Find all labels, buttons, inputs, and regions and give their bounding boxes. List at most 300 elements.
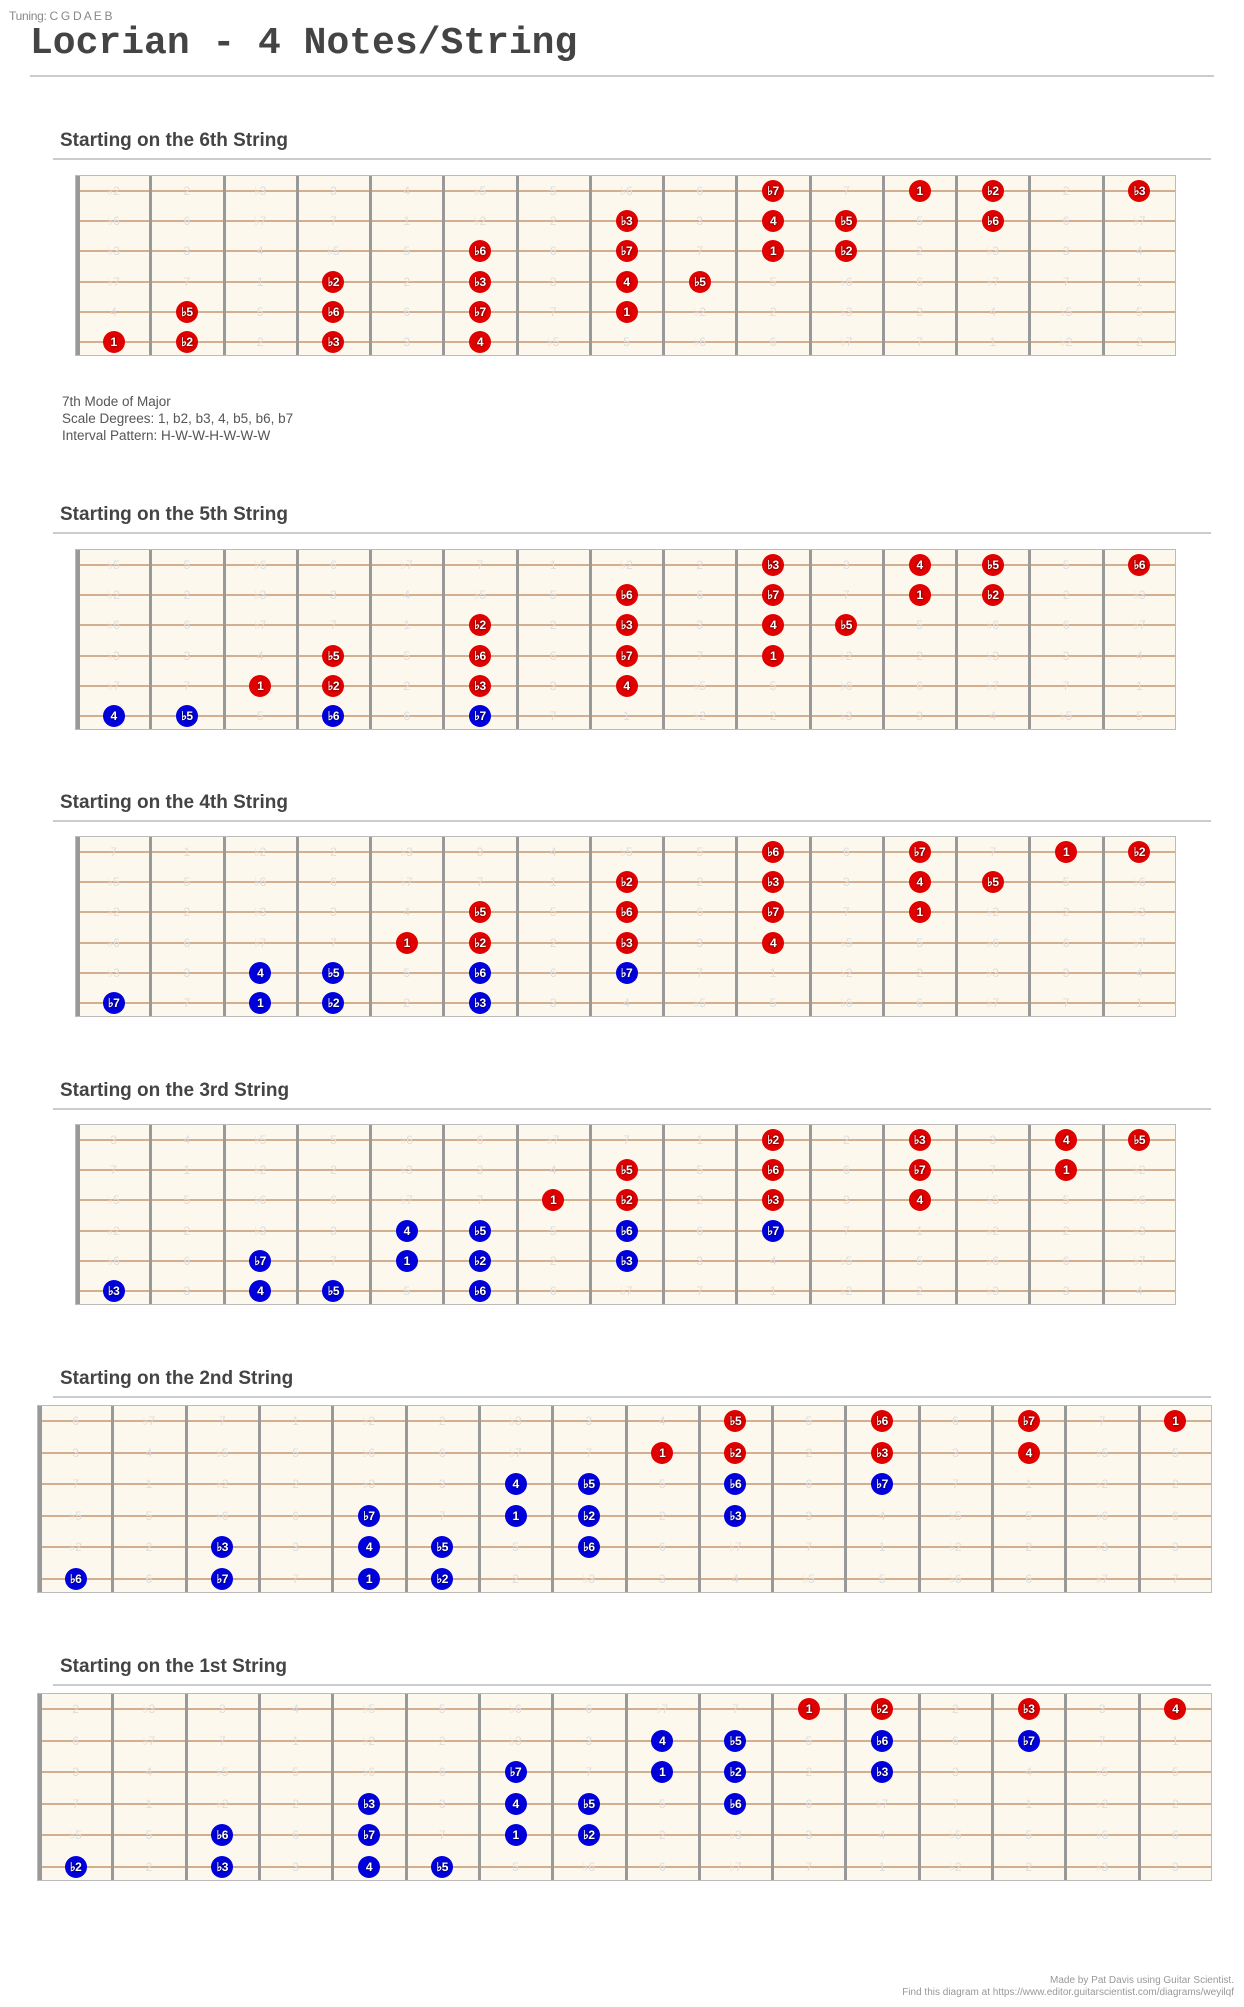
note-dot[interactable]: ♭5 [431, 1536, 453, 1558]
fret-wire [478, 1406, 481, 1592]
interval-label: ♭5 [949, 1828, 962, 1843]
interval-label: ♭2 [840, 1284, 853, 1298]
note-dot[interactable]: ♭7 [762, 584, 784, 606]
fret-wire [1102, 176, 1105, 355]
interval-label: ♭3 [1095, 1860, 1109, 1874]
interval-label: 2 [183, 1223, 191, 1238]
interval-label: 7 [585, 1445, 593, 1460]
interval-label: 5 [1172, 1445, 1179, 1460]
note-dot[interactable]: 1 [1164, 1410, 1186, 1432]
note-dot[interactable]: 1 [762, 645, 784, 667]
interval-label: 2 [145, 1860, 153, 1874]
note-dot[interactable]: ♭3 [358, 1793, 380, 1815]
fret-wire [698, 1406, 701, 1592]
interval-label: 7 [696, 965, 704, 980]
interval-label: ♭3 [509, 1414, 522, 1428]
note-dot[interactable]: 4 [358, 1536, 380, 1558]
interval-label: 7 [842, 1223, 850, 1238]
note-dot[interactable]: ♭2 [835, 240, 857, 262]
interval-label: 4 [1136, 965, 1143, 980]
note-dot[interactable]: 4 [505, 1793, 527, 1815]
interval-label: ♭6 [620, 184, 633, 198]
note-dot[interactable]: ♭3 [1018, 1698, 1040, 1720]
interval-label: 7 [330, 618, 337, 633]
interval-label: 4 [256, 244, 264, 259]
note-dot[interactable]: ♭2 [982, 584, 1004, 606]
interval-label: ♭6 [582, 1860, 596, 1874]
note-dot[interactable]: ♭5 [322, 1280, 344, 1302]
note-dot[interactable]: ♭2 [762, 1129, 784, 1151]
interval-label: ♭6 [107, 1253, 120, 1268]
interval-label: ♭5 [107, 875, 120, 890]
note-dot[interactable]: 1 [542, 1189, 564, 1211]
note-dot[interactable]: ♭7 [1018, 1410, 1040, 1432]
note-dot[interactable]: ♭6 [724, 1473, 746, 1495]
interval-label: 3 [696, 1253, 704, 1268]
interval-label: ♭3 [986, 965, 999, 980]
note-dot[interactable]: ♭2 [176, 331, 198, 353]
note-dot[interactable]: 1 [103, 331, 125, 353]
note-dot[interactable]: ♭7 [616, 240, 638, 262]
fret-wire [625, 1406, 628, 1592]
interval-label: 6 [952, 1414, 959, 1428]
interval-label: 5 [916, 935, 923, 950]
interval-label: ♭7 [253, 935, 267, 950]
note-dot[interactable]: 1 [616, 301, 638, 323]
interval-label: 3 [476, 845, 484, 859]
interval-label: ♭7 [1133, 1253, 1146, 1268]
interval-label: 2 [658, 1508, 666, 1523]
interval-label: ♭6 [1095, 1508, 1109, 1523]
interval-label: 5 [696, 845, 704, 859]
note-dot[interactable]: 4 [103, 705, 125, 727]
interval-label: 3 [696, 935, 704, 950]
interval-label: 4 [403, 905, 411, 920]
note-dot[interactable]: 1 [358, 1568, 380, 1590]
section-divider [53, 158, 1211, 160]
interval-label: ♭6 [216, 1508, 229, 1523]
note-dot[interactable]: ♭3 [871, 1442, 893, 1464]
interval-label: 3 [1062, 965, 1070, 980]
fret-wire [882, 837, 885, 1016]
interval-label: 4 [403, 588, 411, 603]
note-dot[interactable]: ♭7 [469, 705, 491, 727]
note-dot[interactable]: ♭7 [1018, 1730, 1040, 1752]
interval-label: ♭5 [693, 678, 706, 693]
interval-label: 2 [1062, 588, 1070, 603]
nut [38, 1406, 42, 1592]
note-dot[interactable]: ♭5 [724, 1410, 746, 1432]
note-dot[interactable]: 1 [798, 1698, 820, 1720]
interval-label: 6 [438, 1445, 446, 1460]
interval-label: 2 [330, 1163, 337, 1178]
interval-label: 3 [438, 1796, 446, 1811]
note-dot[interactable]: ♭3 [103, 1280, 125, 1302]
note-dot[interactable]: ♭2 [65, 1856, 87, 1878]
note-dot[interactable]: ♭5 [982, 871, 1004, 893]
interval-label: 5 [805, 1733, 813, 1748]
fret-wire [698, 1694, 701, 1880]
note-dot[interactable]: ♭5 [835, 210, 857, 232]
fret-wire [369, 550, 372, 729]
note-dot[interactable]: ♭3 [871, 1761, 893, 1783]
fret-wire [258, 1406, 261, 1592]
fret-wire [405, 1694, 408, 1880]
note-dot[interactable]: 1 [1055, 1159, 1077, 1181]
note-dot[interactable]: ♭3 [909, 1129, 931, 1151]
note-dot[interactable]: ♭5 [724, 1730, 746, 1752]
fretboard [75, 836, 1176, 1017]
note-dot[interactable]: ♭2 [578, 1824, 600, 1846]
interval-label: ♭7 [1133, 214, 1146, 229]
interval-label: ♭7 [253, 618, 267, 633]
note-dot[interactable]: ♭5 [322, 645, 344, 667]
fret-wire [442, 837, 445, 1016]
note-dot[interactable]: 4 [396, 1220, 418, 1242]
interval-label: ♭7 [1133, 618, 1146, 633]
note-dot[interactable]: ♭7 [616, 645, 638, 667]
note-dot[interactable]: ♭2 [982, 180, 1004, 202]
note-dot[interactable]: 4 [1018, 1442, 1040, 1464]
interval-label: 2 [842, 1133, 850, 1147]
fret-wire [185, 1694, 188, 1880]
interval-label: 5 [1025, 1508, 1033, 1523]
note-dot[interactable]: 1 [762, 240, 784, 262]
note-dot[interactable]: 4 [249, 1280, 271, 1302]
note-dot[interactable]: ♭7 [762, 1220, 784, 1242]
note-dot[interactable]: ♭5 [431, 1856, 453, 1878]
note-dot[interactable]: ♭6 [322, 705, 344, 727]
note-dot[interactable]: 4 [762, 932, 784, 954]
interval-label: 7 [1062, 274, 1070, 289]
note-dot[interactable]: ♭3 [616, 1250, 638, 1272]
interval-label: 5 [878, 1572, 886, 1586]
note-dot[interactable]: 1 [1055, 841, 1077, 863]
interval-label: 3 [110, 1133, 117, 1147]
fret-wire [442, 550, 445, 729]
interval-label: 3 [438, 1477, 446, 1492]
note-dot[interactable]: ♭5 [982, 554, 1004, 576]
interval-label: 6 [658, 1860, 666, 1874]
note-dot[interactable]: ♭5 [469, 901, 491, 923]
note-dot[interactable]: 4 [651, 1730, 673, 1752]
interval-label: 5 [549, 184, 557, 198]
interval-label: ♭5 [216, 1445, 229, 1460]
note-dot[interactable]: ♭3 [322, 331, 344, 353]
interval-label: 3 [696, 618, 704, 633]
note-dot[interactable]: ♭6 [871, 1410, 893, 1432]
interval-label: 5 [623, 335, 630, 349]
note-dot[interactable]: 1 [396, 932, 418, 954]
note-dot[interactable]: 1 [909, 584, 931, 606]
note-dot[interactable]: ♭5 [689, 271, 711, 293]
note-dot[interactable]: ♭6 [762, 841, 784, 863]
note-dot[interactable]: ♭6 [469, 240, 491, 262]
interval-label: ♭2 [949, 1540, 962, 1555]
note-dot[interactable]: 4 [762, 614, 784, 636]
interval-label: 6 [183, 1253, 191, 1268]
note-dot[interactable]: ♭2 [322, 992, 344, 1014]
interval-label: 1 [1025, 1796, 1033, 1811]
note-dot[interactable]: ♭6 [724, 1793, 746, 1815]
note-dot[interactable]: ♭3 [1128, 180, 1150, 202]
note-dot[interactable]: 4 [909, 1189, 931, 1211]
note-dot[interactable]: ♭2 [322, 675, 344, 697]
interval-label: 2 [403, 274, 411, 289]
note-dot[interactable]: ♭2 [322, 271, 344, 293]
note-dot[interactable]: ♭6 [469, 645, 491, 667]
interval-label: 2 [183, 588, 191, 603]
note-dot[interactable]: ♭7 [762, 901, 784, 923]
interval-label: 7 [585, 1765, 593, 1780]
interval-label: 3 [842, 558, 850, 572]
note-dot[interactable]: ♭6 [871, 1730, 893, 1752]
interval-label: 3 [330, 184, 337, 198]
note-dot[interactable]: ♭6 [616, 901, 638, 923]
interval-label: ♭6 [107, 214, 120, 229]
fret-wire [809, 1125, 812, 1304]
note-dot[interactable]: ♭2 [578, 1505, 600, 1527]
note-dot[interactable]: ♭3 [616, 614, 638, 636]
note-dot[interactable]: 1 [249, 992, 271, 1014]
interval-label: 7 [623, 1133, 630, 1147]
note-dot[interactable]: ♭6 [616, 1220, 638, 1242]
interval-label: 5 [1062, 1193, 1070, 1208]
fret-wire [296, 550, 299, 729]
interval-label: ♭5 [840, 1253, 853, 1268]
interval-label: 7 [438, 1508, 446, 1523]
note-dot[interactable]: 4 [469, 331, 491, 353]
interval-label: 7 [842, 905, 850, 920]
interval-label: 7 [805, 1540, 813, 1555]
interval-label: ♭5 [949, 1508, 962, 1523]
note-dot[interactable]: ♭5 [322, 962, 344, 984]
interval-label: 2 [1025, 1540, 1033, 1555]
interval-label: ♭7 [729, 1540, 742, 1555]
note-dot[interactable]: ♭2 [469, 1250, 491, 1272]
note-dot[interactable]: ♭6 [578, 1536, 600, 1558]
section-divider [53, 1108, 1211, 1110]
nut [76, 550, 80, 729]
interval-label: ♭5 [1095, 1445, 1109, 1460]
note-dot[interactable]: 1 [651, 1761, 673, 1783]
section-divider [53, 532, 1211, 534]
fret-wire [771, 1694, 774, 1880]
note-dot[interactable]: ♭3 [762, 554, 784, 576]
interval-label: 3 [1062, 648, 1070, 663]
interval-label: 3 [916, 304, 923, 319]
note-dot[interactable]: ♭2 [871, 1698, 893, 1720]
note-dot[interactable]: 4 [909, 871, 931, 893]
note-dot[interactable]: ♭7 [103, 992, 125, 1014]
fret-wire [516, 176, 519, 355]
note-dot[interactable]: ♭6 [762, 1159, 784, 1181]
interval-label: 5 [403, 648, 411, 663]
interval-label: 1 [989, 335, 997, 349]
note-dot[interactable]: ♭7 [871, 1473, 893, 1495]
note-dot[interactable]: ♭6 [65, 1568, 87, 1590]
note-dot[interactable]: 4 [249, 962, 271, 984]
note-dot[interactable]: ♭5 [469, 1220, 491, 1242]
nut [38, 1694, 42, 1880]
fret-wire [955, 550, 958, 729]
note-dot[interactable]: ♭5 [835, 614, 857, 636]
interval-label: ♭7 [253, 214, 267, 229]
note-dot[interactable]: ♭2 [469, 614, 491, 636]
nut [76, 1125, 80, 1304]
note-dot[interactable]: ♭5 [176, 301, 198, 323]
interval-label: 1 [878, 1540, 886, 1555]
note-dot[interactable]: 4 [1164, 1698, 1186, 1720]
footer-link[interactable]: Find this diagram at https://www.editor.guitarscientist.com/diagrams/weyilqf [902, 1987, 1234, 1998]
note-dot[interactable]: ♭7 [469, 301, 491, 323]
note-dot[interactable]: ♭7 [211, 1568, 233, 1590]
note-dot[interactable]: ♭6 [322, 301, 344, 323]
note-dot[interactable]: ♭5 [578, 1473, 600, 1495]
note-dot[interactable]: ♭2 [724, 1442, 746, 1464]
interval-label: ♭6 [253, 1193, 267, 1208]
note-dot[interactable]: 1 [909, 901, 931, 923]
fret-wire [223, 837, 226, 1016]
interval-label: 7 [1098, 1414, 1106, 1428]
note-dot[interactable]: 1 [396, 1250, 418, 1272]
note-dot[interactable]: ♭3 [616, 210, 638, 232]
interval-label: 6 [549, 244, 557, 259]
interval-label: ♭3 [986, 648, 999, 663]
interval-label: 2 [403, 678, 411, 693]
note-dot[interactable]: ♭7 [505, 1761, 527, 1783]
interval-label: 7 [330, 1253, 337, 1268]
note-dot[interactable]: ♭3 [724, 1505, 746, 1527]
note-dot[interactable]: ♭6 [469, 962, 491, 984]
note-dot[interactable]: ♭6 [982, 210, 1004, 232]
note-dot[interactable]: ♭6 [211, 1824, 233, 1846]
note-dot[interactable]: ♭7 [358, 1505, 380, 1527]
interval-label: 4 [878, 1828, 886, 1843]
note-dot[interactable]: ♭2 [724, 1761, 746, 1783]
note-dot[interactable]: 4 [909, 554, 931, 576]
fret-wire [625, 1694, 628, 1880]
interval-label: 6 [145, 1572, 153, 1586]
interval-label: 6 [1062, 1253, 1070, 1268]
interval-label: ♭6 [986, 935, 999, 950]
interval-label: 1 [769, 965, 777, 980]
interval-label: 4 [1136, 244, 1143, 259]
fret-wire [551, 1694, 554, 1880]
note-dot[interactable]: ♭2 [616, 871, 638, 893]
interval-label: 6 [842, 1163, 850, 1178]
note-dot[interactable]: 4 [358, 1856, 380, 1878]
interval-label: 1 [1136, 678, 1143, 693]
note-dot[interactable]: ♭3 [469, 992, 491, 1014]
interval-label: 7 [330, 214, 337, 229]
interval-label: 6 [769, 335, 777, 349]
interval-label: 2 [256, 335, 264, 349]
note-dot[interactable]: ♭2 [469, 932, 491, 954]
interval-label: ♭5 [69, 1508, 82, 1523]
note-dot[interactable]: 4 [616, 271, 638, 293]
note-dot[interactable]: ♭2 [431, 1568, 453, 1590]
note-dot[interactable]: ♭6 [1128, 554, 1150, 576]
note-dot[interactable]: ♭3 [469, 675, 491, 697]
interval-label: 6 [1172, 1508, 1179, 1523]
note-dot[interactable]: 1 [909, 180, 931, 202]
interval-label: 3 [805, 1508, 813, 1523]
interval-label: 3 [842, 875, 850, 890]
interval-label: 1 [1136, 996, 1143, 1010]
note-dot[interactable]: ♭7 [909, 1159, 931, 1181]
note-dot[interactable]: ♭3 [616, 932, 638, 954]
interval-label: 6 [292, 1828, 299, 1843]
fret-wire [516, 837, 519, 1016]
fret-wire [589, 1125, 592, 1304]
interval-label: 1 [916, 1223, 923, 1238]
interval-label: ♭7 [875, 1796, 889, 1811]
note-dot[interactable]: ♭7 [762, 180, 784, 202]
interval-label: ♭5 [986, 1193, 999, 1208]
note-dot[interactable]: 4 [1055, 1129, 1077, 1151]
note-dot[interactable]: ♭6 [616, 584, 638, 606]
note-dot[interactable]: 1 [505, 1824, 527, 1846]
fret-wire [771, 1406, 774, 1592]
interval-label: 4 [732, 1572, 739, 1586]
interval-label: ♭5 [840, 935, 853, 950]
interval-label: ♭2 [253, 1163, 267, 1178]
note-dot[interactable]: ♭3 [762, 871, 784, 893]
note-dot[interactable]: 4 [505, 1473, 527, 1495]
interval-label: 4 [1136, 1284, 1143, 1298]
note-dot[interactable]: ♭2 [1128, 841, 1150, 863]
interval-label: ♭2 [986, 1223, 999, 1238]
interval-label: 1 [256, 274, 264, 289]
note-dot[interactable]: ♭5 [616, 1159, 638, 1181]
interval-label: ♭3 [400, 1163, 413, 1178]
note-dot[interactable]: ♭5 [176, 705, 198, 727]
note-dot[interactable]: ♭5 [1128, 1129, 1150, 1151]
fret-wire [149, 176, 152, 355]
interval-label: ♭3 [253, 588, 267, 603]
interval-label: 7 [218, 1733, 226, 1748]
note-dot[interactable]: 1 [651, 1442, 673, 1464]
fret-wire [991, 1406, 994, 1592]
interval-label: 5 [512, 1860, 519, 1874]
interval-label: 2 [330, 845, 337, 859]
note-dot[interactable]: ♭3 [211, 1536, 233, 1558]
note-dot[interactable]: 1 [505, 1505, 527, 1527]
note-dot[interactable]: ♭5 [578, 1793, 600, 1815]
interval-label: 5 [183, 875, 191, 890]
note-dot[interactable]: 1 [249, 675, 271, 697]
interval-label: ♭6 [107, 618, 120, 633]
note-dot[interactable]: ♭2 [616, 1189, 638, 1211]
fret-wire [844, 1694, 847, 1880]
note-dot[interactable]: ♭7 [909, 841, 931, 863]
interval-label: 2 [438, 1733, 446, 1748]
note-dot[interactable]: ♭7 [249, 1250, 271, 1272]
interval-label: 5 [145, 1828, 153, 1843]
note-dot[interactable]: ♭3 [211, 1856, 233, 1878]
fret-wire [478, 1694, 481, 1880]
note-dot[interactable]: 4 [762, 210, 784, 232]
interval-label: ♭2 [107, 588, 120, 603]
interval-label: 5 [658, 1796, 666, 1811]
note-dot[interactable]: ♭3 [469, 271, 491, 293]
note-dot[interactable]: ♭7 [616, 962, 638, 984]
note-dot[interactable]: ♭6 [469, 1280, 491, 1302]
note-dot[interactable]: 4 [616, 675, 638, 697]
note-dot[interactable]: ♭7 [358, 1824, 380, 1846]
note-dot[interactable]: ♭3 [762, 1189, 784, 1211]
